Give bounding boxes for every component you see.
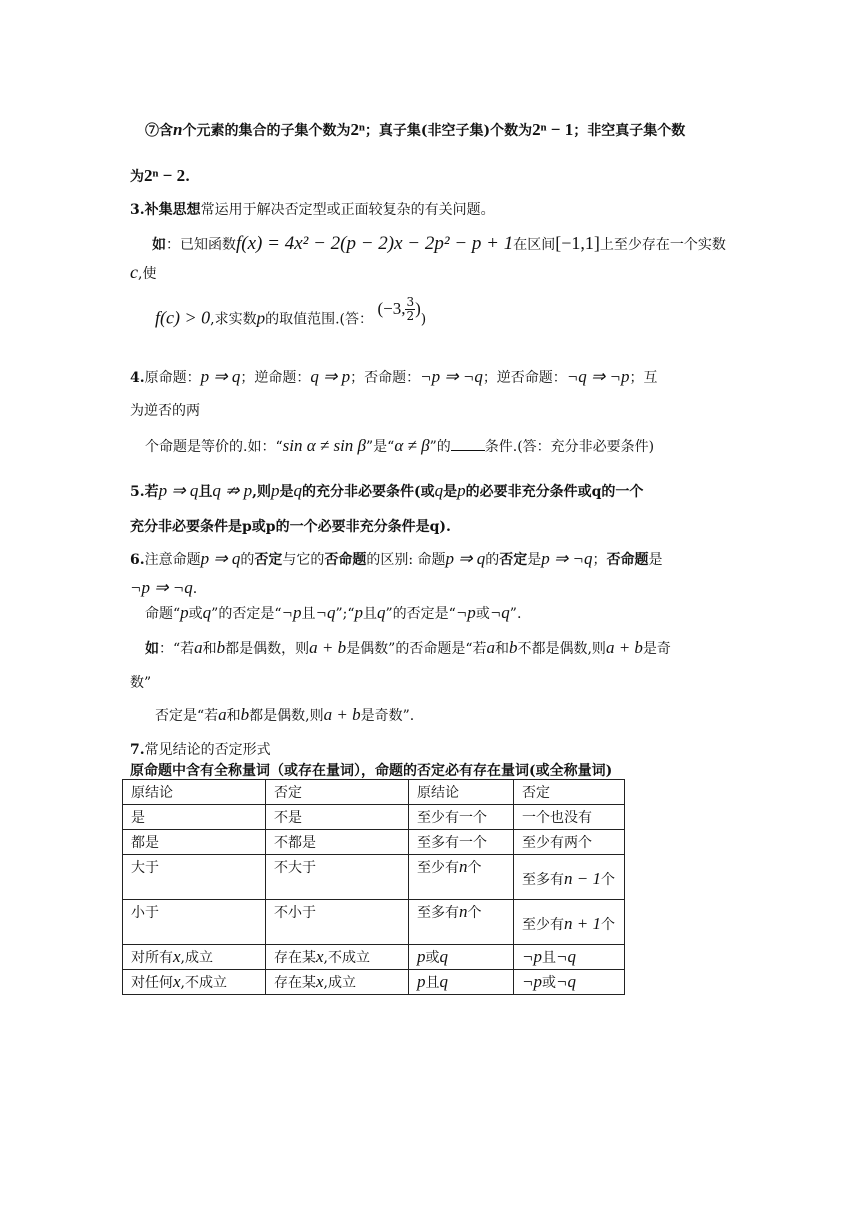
- text: 否定: [254, 552, 283, 568]
- math-p: p: [457, 481, 466, 500]
- math-formula: ¬p: [455, 603, 476, 622]
- item4-line1: [130, 367, 658, 387]
- text: 的: [485, 552, 500, 568]
- text: 且: [425, 975, 440, 991]
- text: 是: [443, 484, 458, 500]
- text: 对所有: [131, 950, 173, 966]
- text: 注意命题: [144, 552, 201, 568]
- text: 至多有: [417, 905, 459, 921]
- item7b-rule: [130, 760, 612, 780]
- text: 且: [541, 950, 556, 966]
- text: 存在某: [274, 950, 316, 966]
- text: 是: [648, 552, 663, 568]
- math-formula: p ⇒ q: [200, 549, 241, 568]
- math-b: b: [508, 638, 518, 657]
- text: ；非空真子集个数: [573, 123, 686, 139]
- table-cell: [514, 900, 625, 945]
- math-text: ): [415, 298, 421, 318]
- text: 至多有: [522, 872, 564, 888]
- math-formula: ¬q ⇒ ¬p: [566, 367, 630, 386]
- text: 的充分非必要条件(或: [302, 484, 435, 500]
- item-number: 3.: [130, 202, 145, 218]
- text: 个元素的集合的子集个数为: [182, 123, 351, 139]
- table-row: [123, 830, 625, 855]
- text: 且: [363, 606, 377, 622]
- item6-line1b: [130, 578, 197, 598]
- cell-content: [522, 914, 616, 934]
- item-number: 5.: [130, 484, 145, 500]
- math-q: q: [377, 603, 386, 622]
- math-pow: 2ⁿ − 1: [532, 120, 574, 139]
- table-cell: 是: [123, 805, 266, 830]
- math-formula: ¬p: [522, 972, 542, 991]
- text: 数”: [130, 675, 152, 691]
- math-interval: [−1,1]: [555, 233, 600, 253]
- item7-line2: [130, 166, 190, 186]
- math-formula: p ⇒ q: [445, 549, 486, 568]
- math-pow: 2ⁿ − 2: [144, 166, 186, 185]
- item3-example-line1: [152, 233, 726, 255]
- text: ：已知函数: [166, 237, 236, 253]
- text: ,求实数: [210, 311, 257, 328]
- table-cell: 一个也没有: [514, 805, 625, 830]
- table-cell: 不大于: [266, 855, 409, 900]
- table-row: [123, 855, 625, 900]
- text: ”的: [429, 439, 451, 455]
- text: ,不成立: [180, 975, 227, 991]
- math-formula: ¬q: [315, 603, 336, 622]
- math-p: p: [180, 603, 189, 622]
- text: 为逆否的两: [130, 403, 200, 419]
- text: ,则: [252, 484, 271, 500]
- item7b-heading: [130, 739, 271, 759]
- math-formula: ¬p: [522, 947, 542, 966]
- item-number: 4.: [130, 370, 145, 386]
- text: ,不成立: [323, 950, 370, 966]
- text: 是: [527, 552, 542, 568]
- math-c: c: [130, 262, 138, 282]
- math-n: n: [459, 857, 468, 876]
- math-x: x: [316, 972, 324, 991]
- text: 与它的: [282, 552, 325, 568]
- math-sum: a + b: [309, 638, 347, 657]
- math-p: p: [271, 481, 280, 500]
- text: ⑦含: [145, 123, 173, 139]
- rule-text: 原命题中含有全称量词（或存在量词），命题的否定必有存在量词(或全称量词): [130, 763, 613, 779]
- text: ”.: [509, 606, 522, 622]
- example-label: 如: [152, 237, 166, 253]
- math-fraction: [405, 296, 415, 323]
- math-x: x: [173, 972, 181, 991]
- table-cell: [409, 945, 514, 970]
- text: 都是偶数,则: [249, 708, 324, 724]
- text: ”的否定是“: [385, 606, 456, 622]
- text: ；逆否命题：: [482, 370, 567, 386]
- math-formula: sin α ≠ sin β: [282, 436, 367, 455]
- item6-line4: [155, 705, 414, 725]
- item3-example-line2: [130, 262, 156, 283]
- table-cell: 小于: [123, 900, 266, 945]
- math-p: p: [417, 947, 426, 966]
- text: 不都是偶数,则: [517, 641, 606, 657]
- item-title: 常见结论的否定形式: [144, 742, 271, 758]
- math-q: q: [202, 603, 212, 622]
- math-b: b: [240, 705, 250, 724]
- text: 存在某: [274, 975, 316, 991]
- text: 是奇: [642, 641, 671, 657]
- math-formula: n + 1: [564, 914, 601, 933]
- table-cell: 不都是: [266, 830, 409, 855]
- text: 个命题是等价的.如：“: [145, 439, 283, 455]
- fraction-denominator: 2: [406, 309, 415, 323]
- text: ；互: [629, 370, 658, 386]
- negation-table: [122, 779, 625, 995]
- text: 上至少存在一个实数: [599, 237, 726, 253]
- math-x: x: [316, 947, 324, 966]
- math-q: q: [434, 481, 444, 500]
- text: ；逆命题：: [240, 370, 311, 386]
- text: 否定是“若: [155, 708, 219, 724]
- text: ；真子集(非空子集)个数为: [364, 123, 533, 139]
- text: 是: [279, 484, 294, 500]
- math-formula: ¬q: [555, 947, 576, 966]
- item4-line3: [145, 436, 654, 456]
- table-cell: 不小于: [266, 900, 409, 945]
- item7-line1: [145, 120, 685, 140]
- fraction-numerator: 3: [406, 295, 415, 309]
- math-formula: α ≠ β: [394, 436, 430, 455]
- text: 若: [144, 484, 159, 500]
- text: 且: [198, 484, 213, 500]
- text: 否定: [499, 552, 528, 568]
- table-cell: [514, 855, 625, 900]
- table-cell: 都是: [123, 830, 266, 855]
- math-formula: q ⇒ p: [310, 367, 351, 386]
- item-number: 6.: [130, 552, 145, 568]
- text: 的取值范围.(答：: [265, 311, 373, 328]
- text: ：“若: [159, 641, 195, 657]
- item-title: 补集思想: [144, 202, 201, 218]
- text: ”;“: [335, 606, 355, 622]
- text: 的区别: 命题: [366, 552, 446, 568]
- text: ”的否定是“: [211, 606, 282, 622]
- text: 个: [467, 860, 482, 876]
- table-cell: [266, 945, 409, 970]
- table-cell: [409, 855, 514, 900]
- table-cell: [123, 945, 266, 970]
- text: ”是“: [366, 439, 395, 455]
- text: 否命题: [606, 552, 649, 568]
- text: 至少有: [522, 917, 564, 933]
- table-header-row: [123, 780, 625, 805]
- text: 和: [202, 641, 217, 657]
- math-formula: p ⇒ ¬q: [541, 549, 593, 568]
- text: 或: [425, 950, 440, 966]
- table-cell: [409, 970, 514, 995]
- text: 和: [226, 708, 241, 724]
- item4-line2: [130, 400, 200, 420]
- text: 否命题: [324, 552, 367, 568]
- math-b: b: [216, 638, 226, 657]
- text: 个: [467, 905, 482, 921]
- text: 个: [600, 917, 615, 933]
- text: ,成立: [180, 950, 213, 966]
- text: 原命题：: [144, 370, 201, 386]
- text: 为: [130, 169, 144, 185]
- table-cell: [266, 970, 409, 995]
- math-function: f(x) = 4x² − 2(p − 2)x − 2p² − p + 1: [236, 233, 514, 254]
- math-formula: p ⇒ q: [158, 481, 199, 500]
- math-formula: ¬p ⇒ ¬q: [130, 578, 193, 597]
- table-cell: [514, 970, 625, 995]
- table-header-cell: 原结论: [123, 780, 266, 805]
- text: 或: [541, 975, 556, 991]
- item6-line3: [145, 638, 671, 658]
- item6-line2: [145, 603, 521, 623]
- math-n: n: [173, 120, 183, 139]
- table-cell: 不是: [266, 805, 409, 830]
- item3-example-line3: [155, 295, 427, 333]
- text: 的必要非充分条件或q的一个: [465, 484, 644, 500]
- text: 是偶数”的否命题是“若: [346, 641, 487, 657]
- text: 充分非必要条件是p或p的一个必要非充分条件是q).: [130, 519, 451, 535]
- math-formula: ¬p ⇒ ¬q: [420, 367, 483, 386]
- table-cell: 至少有一个: [409, 805, 514, 830]
- text: .: [185, 169, 190, 185]
- table-cell: [123, 970, 266, 995]
- table-cell: [514, 945, 625, 970]
- math-formula: p ⇒ q: [200, 367, 241, 386]
- table-header-cell: 否定: [514, 780, 625, 805]
- math-a: a: [486, 638, 495, 657]
- text: ；否命题：: [350, 370, 421, 386]
- table-cell: 至少有两个: [514, 830, 625, 855]
- math-condition: f(c) > 0: [155, 307, 211, 328]
- text: .: [192, 581, 198, 597]
- math-q: q: [439, 947, 448, 966]
- math-text: (−3,: [377, 298, 406, 318]
- item-number: 7.: [130, 742, 145, 758]
- math-formula: n − 1: [564, 869, 601, 888]
- item5-line2: [130, 516, 451, 536]
- math-pow: 2ⁿ: [350, 120, 365, 139]
- item6-line1: [130, 549, 663, 569]
- math-x: x: [173, 947, 181, 966]
- text: 常运用于解决否定型或正面较复杂的有关问题。: [200, 202, 495, 218]
- math-p: p: [256, 308, 266, 328]
- math-formula: ¬q: [555, 972, 576, 991]
- math-formula: q ⇏ p: [212, 481, 253, 500]
- example-label: 如: [145, 641, 159, 657]
- text: 或: [188, 606, 203, 622]
- text: ；: [592, 552, 607, 568]
- text: 的: [240, 552, 255, 568]
- table-header-cell: 原结论: [409, 780, 514, 805]
- math-sum: a + b: [605, 638, 643, 657]
- math-sum: a + b: [323, 705, 361, 724]
- cell-content: [522, 869, 616, 889]
- text: 命题“: [145, 606, 181, 622]
- math-p: p: [417, 972, 426, 991]
- table-cell: 大于: [123, 855, 266, 900]
- text: 在区间: [513, 237, 556, 253]
- math-formula: ¬q: [489, 603, 510, 622]
- math-q: q: [439, 972, 448, 991]
- fill-in-blank: [451, 438, 485, 451]
- text: 或: [475, 606, 490, 622]
- text: ,使: [138, 266, 157, 282]
- table-row: [123, 970, 625, 995]
- item6-line3b: [130, 672, 151, 692]
- math-p: p: [354, 603, 363, 622]
- text: 和: [494, 641, 509, 657]
- table-cell: 至多有一个: [409, 830, 514, 855]
- text: 个: [600, 872, 615, 888]
- math-a: a: [194, 638, 203, 657]
- math-a: a: [218, 705, 227, 724]
- table-row: [123, 900, 625, 945]
- text: 条件.(答：充分非必要条件): [484, 439, 655, 455]
- table-row: [123, 805, 625, 830]
- text: 至少有: [417, 860, 459, 876]
- answer-interval: [377, 295, 421, 323]
- item3-heading: [130, 199, 495, 219]
- text: ,成立: [323, 975, 356, 991]
- text: ): [420, 311, 427, 328]
- text: 是奇数”.: [360, 708, 415, 724]
- text: 对任何: [131, 975, 173, 991]
- math-q: q: [293, 481, 302, 500]
- math-n: n: [459, 902, 468, 921]
- table-header-cell: 否定: [266, 780, 409, 805]
- item5-line1: [130, 481, 643, 501]
- math-formula: ¬p: [281, 603, 302, 622]
- table-cell: [409, 900, 514, 945]
- table-row: [123, 945, 625, 970]
- text: 都是偶数，则: [225, 641, 310, 657]
- text: 且: [301, 606, 316, 622]
